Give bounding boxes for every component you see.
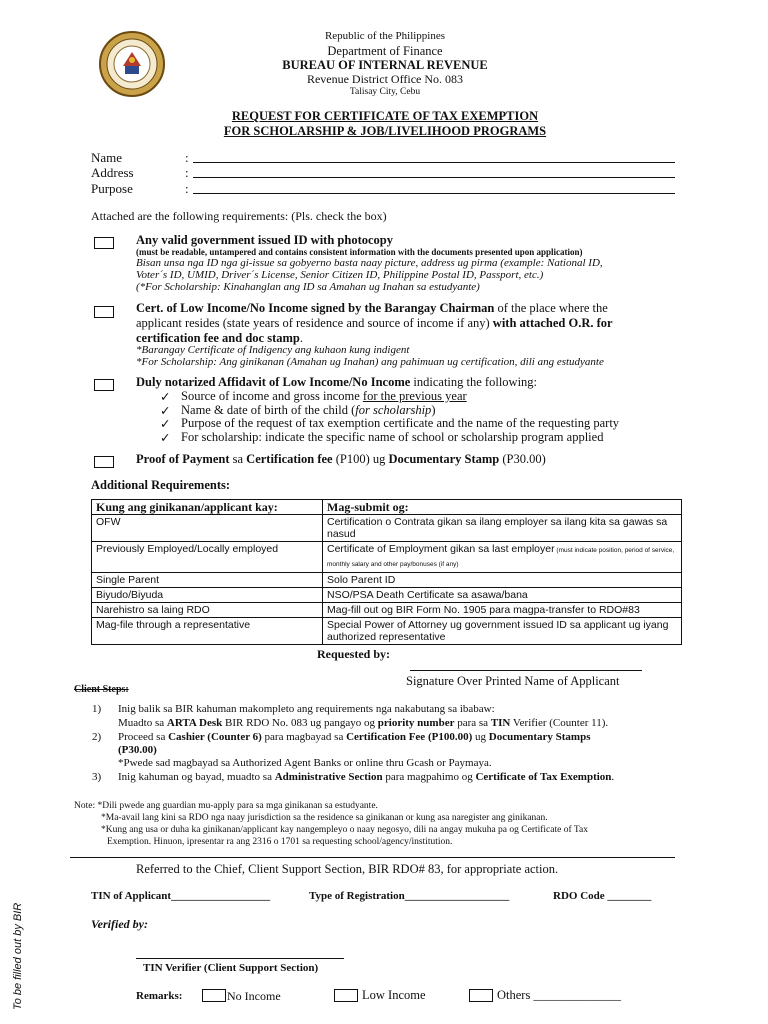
check-icon: ✓ xyxy=(160,404,171,418)
rdo-text: Revenue District Office No. 083 xyxy=(306,72,464,86)
table-cell: Single Parent xyxy=(92,573,323,588)
table-row xyxy=(92,573,682,588)
location-text: Talisay City, Cebu xyxy=(349,87,421,97)
note-line3: *Kung ang usa or duha ka ginikanan/applicant kay nangempleyo o naay negosyo, dili na angay mukuha pa og Certificate of Tax xyxy=(101,825,588,835)
bir-use-side-label: To be filled out by BIR xyxy=(12,902,24,1010)
bureau-text: BUREAU OF INTERNAL REVENUE xyxy=(282,58,488,72)
step1-line1: Inig balik sa BIR kahuman makompleto ang requirements nga nakabutang sa ibabaw: xyxy=(118,703,495,715)
others-checkbox[interactable] xyxy=(469,989,493,1002)
note-line1: Note: *Dili pwede ang guardian mu-apply para sa mga ginikanan sa estudyante. xyxy=(74,801,378,811)
table-cell: Biyudo/Biyuda xyxy=(92,588,323,603)
req1-example-line2: Voter´s ID, UMID, Driver´s License, Senior Citizen ID, Philippine Postal ID, Passport, etc.) xyxy=(136,269,544,281)
req1-checkbox[interactable] xyxy=(94,237,114,249)
referred-text: Referred to the Chief, Client Support Section, BIR RDO# 83, for appropriate action. xyxy=(136,862,559,876)
remarks-label: Remarks: xyxy=(136,990,183,1002)
req1-example-line3: (*For Scholarship: Kinahanglan ang ID sa Amahan ug Inahan sa estudyante) xyxy=(136,281,480,293)
no-income-label: No Income xyxy=(227,989,281,1003)
rdo-code-field[interactable]: RDO Code ________ xyxy=(553,890,652,902)
signature-label: Signature Over Printed Name of Applicant xyxy=(406,674,620,688)
step1-number: 1) xyxy=(92,703,102,715)
table-cell: Certification o Contrata gikan sa ilang employer sa ilang kita sa gawas sa nasud xyxy=(323,515,682,542)
bir-seal-logo xyxy=(98,30,166,98)
step1-line2: Muadto sa ARTA Desk BIR RDO No. 083 ug pangayo og priority number para sa TIN Verifier (Counter 11). xyxy=(118,717,609,729)
table-row xyxy=(92,542,682,573)
low-income-label: Low Income xyxy=(362,988,426,1002)
table-header-row xyxy=(92,500,682,515)
type-of-registration-field[interactable]: Type of Registration___________________ xyxy=(309,890,510,902)
step2-line2: (P30.00) xyxy=(118,744,157,756)
name-label: Name xyxy=(91,150,123,165)
table-row xyxy=(92,515,682,542)
tin-verifier-label: TIN Verifier (Client Support Section) xyxy=(143,962,319,974)
name-field[interactable] xyxy=(193,150,675,163)
section-divider xyxy=(70,857,675,858)
signature-line[interactable] xyxy=(410,660,642,671)
table-cell: Mag-file through a representative xyxy=(92,618,323,645)
table-cell: OFW xyxy=(92,515,323,542)
step3-line1: Inig kahuman og bayad, muadto sa Administrative Section para magpahimo og Certificate of Tax Exemption. xyxy=(118,771,615,783)
req2-line2: applicant resides (state years of residence and source of income if any) with attached O.R. for xyxy=(136,316,613,330)
req1-note: (must be readable, untampered and contains consistent information with the documents presented upon application) xyxy=(136,247,583,257)
tin-verifier-signature-line[interactable] xyxy=(136,948,344,959)
client-steps-heading: Client Steps: xyxy=(74,684,129,695)
name-colon: : xyxy=(185,150,189,165)
req1-example-line1: Bisan unsa nga ID nga gi-issue sa gobyerno basta naay picture, address ug pirma (example: National ID, xyxy=(136,257,603,269)
req3-item2: Name & date of birth of the child (for scholarship) xyxy=(181,403,436,417)
note-line2: *Ma-avail lang kini sa RDO nga naay jurisdiction sa the residence sa ginikanan or kung asa naregister ang ginikanan. xyxy=(101,813,548,823)
low-income-checkbox[interactable] xyxy=(334,989,358,1002)
req4-text: Proof of Payment sa Certification fee (P100) ug Documentary Stamp (P30.00) xyxy=(136,452,546,466)
table-row xyxy=(92,618,682,645)
table-cell: NSO/PSA Death Certificate sa asawa/bana xyxy=(323,588,682,603)
table-cell: Special Power of Attorney ug government issued ID sa applicant ug iyang authorized representative xyxy=(323,618,682,645)
table-cell: Previously Employed/Locally employed xyxy=(92,542,323,573)
step3-number: 3) xyxy=(92,771,102,783)
req2-line1: Cert. of Low Income/No Income signed by the Barangay Chairman of the place where the xyxy=(136,301,608,315)
req3-checkbox[interactable] xyxy=(94,379,114,391)
others-field[interactable]: Others ______________ xyxy=(497,988,621,1002)
table-cell: Mag-fill out og BIR Form No. 1905 para magpa-transfer to RDO#83 xyxy=(323,603,682,618)
req4-checkbox[interactable] xyxy=(94,456,114,468)
req3-item4: For scholarship: indicate the specific name of school or scholarship program applied xyxy=(181,430,604,444)
department-text: Department of Finance xyxy=(327,44,443,58)
check-icon: ✓ xyxy=(160,390,171,404)
check-icon: ✓ xyxy=(160,417,171,431)
req3-title: Duly notarized Affidavit of Low Income/No Income indicating the following: xyxy=(136,375,538,389)
purpose-colon: : xyxy=(185,181,189,196)
form-title-line1: REQUEST FOR CERTIFICATE OF TAX EXEMPTION xyxy=(231,109,539,123)
note-line4: Exemption. Hinuon, ipresentar ra ang 2316 o 1701 sa requesting school/agency/institution. xyxy=(107,837,453,847)
table-cell: Solo Parent ID xyxy=(323,573,682,588)
table-header-submit: Mag-submit og: xyxy=(323,500,682,515)
address-label: Address xyxy=(91,165,134,180)
attached-intro: Attached are the following requirements: (Pls. check the box) xyxy=(91,209,387,223)
step2-line3: *Pwede sad magbayad sa Authorized Agent Banks or online thru Gcash or Paymaya. xyxy=(118,757,492,769)
purpose-label: Purpose xyxy=(91,181,133,196)
req2-indigency-note: *Barangay Certificate of Indigency ang kuhaon kung indigent xyxy=(136,344,410,356)
address-field[interactable] xyxy=(193,165,675,178)
step2-line1: Proceed sa Cashier (Counter 6) para magbayad sa Certification Fee (P100.00) ug Documentary Stamps xyxy=(118,731,591,743)
req1-title: Any valid government issued ID with photocopy xyxy=(136,233,393,247)
additional-requirements-table xyxy=(91,499,682,645)
no-income-checkbox[interactable] xyxy=(202,989,226,1002)
table-cell: Certificate of Employment gikan sa last employer (must indicate position, period of service, monthly salary and other pay/bonuses (if any) xyxy=(323,542,682,573)
table-header-applicant: Kung ang ginikanan/applicant kay: xyxy=(92,500,323,515)
req2-scholarship-note: *For Scholarship: Ang ginikanan (Amahan ug Inahan) ang pahimuan ug certification, dili ang estudyante xyxy=(136,356,604,368)
check-icon: ✓ xyxy=(160,431,171,445)
republic-text: Republic of the Philippines xyxy=(324,30,446,42)
verified-by-label: Verified by: xyxy=(91,917,148,931)
req3-item1: Source of income and gross income for the previous year xyxy=(181,389,467,403)
table-row xyxy=(92,588,682,603)
requested-by-label: Requested by: xyxy=(317,647,391,661)
purpose-field[interactable] xyxy=(193,181,675,194)
req2-checkbox[interactable] xyxy=(94,306,114,318)
table-row xyxy=(92,603,682,618)
address-colon: : xyxy=(185,165,189,180)
step2-number: 2) xyxy=(92,731,102,743)
tin-of-applicant-field[interactable]: TIN of Applicant__________________ xyxy=(91,890,271,902)
table-cell: Narehistro sa laing RDO xyxy=(92,603,323,618)
additional-heading: Additional Requirements: xyxy=(91,478,231,492)
form-title-line2: FOR SCHOLARSHIP & JOB/LIVELIHOOD PROGRAMS xyxy=(223,124,547,138)
req2-line3: certification fee and doc stamp. xyxy=(136,331,303,345)
req3-item3: Purpose of the request of tax exemption certificate and the name of the requesting party xyxy=(181,416,620,430)
